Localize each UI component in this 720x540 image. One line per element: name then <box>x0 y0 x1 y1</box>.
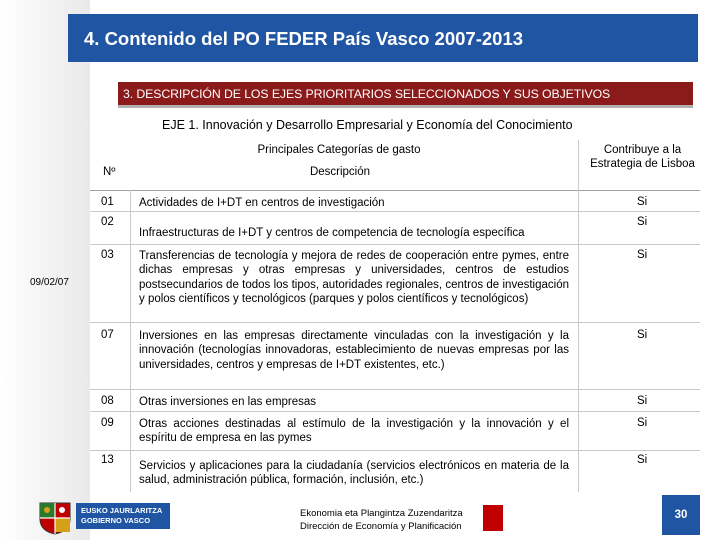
header-description: Descripción <box>309 166 371 178</box>
row-number: 02 <box>101 216 114 228</box>
coat-of-arms-icon <box>36 497 74 535</box>
row-description: Otras inversiones en las empresas <box>139 396 317 408</box>
row-description: Servicios y aplicaciones para la ciudadanía (servicios electrónicos en materia de la salud, administración pública, formación, inclusión, etc.) <box>139 460 569 487</box>
row-lisboa: Si <box>637 454 648 466</box>
row-lisboa: Si <box>637 196 648 208</box>
row-number: 01 <box>101 196 114 208</box>
header-divider <box>578 140 579 190</box>
header-categories: Principales Categorías de gasto <box>257 144 421 156</box>
row-number: 07 <box>101 329 114 341</box>
section-bar <box>118 82 693 108</box>
row-lisboa: Si <box>637 249 648 261</box>
footer-red-strip <box>483 505 503 531</box>
gobierno-vasco-logo <box>36 497 174 535</box>
row-lisboa: Si <box>637 417 648 429</box>
row-rule <box>90 389 700 390</box>
row-description: Infraestructuras de I+DT y centros de competencia de tecnología específica <box>139 227 525 239</box>
title-bar <box>68 14 698 62</box>
footer-line2: Dirección de Economía y Planificación <box>300 521 462 532</box>
logo-line1: EUSKO JAURLARITZA <box>81 506 163 515</box>
header-number: Nº <box>103 166 116 178</box>
page-number: 30 <box>674 509 688 521</box>
left-gradient-panel <box>0 0 90 540</box>
header-rule <box>90 190 700 191</box>
col-divider-num <box>130 190 131 492</box>
row-rule <box>90 411 700 412</box>
row-description: Otras acciones destinadas al estímulo de la investigación y la innovación y el espíritu de empresa en las pymes <box>139 418 569 445</box>
row-number: 09 <box>101 417 114 429</box>
header-lisboa: Contribuye a la Estrategia de Lisboa <box>590 144 695 170</box>
row-rule <box>90 450 700 451</box>
row-number: 13 <box>101 454 114 466</box>
row-lisboa: Si <box>637 329 648 341</box>
row-number: 08 <box>101 395 114 407</box>
footer-line1: Ekonomia eta Plangintza Zuzendaritza <box>300 508 463 519</box>
footer-department <box>300 507 463 533</box>
logo-line2: GOBIERNO VASCO <box>81 516 151 525</box>
col-divider-lisboa <box>578 190 579 492</box>
row-number: 03 <box>101 249 114 261</box>
row-description: Inversiones en las empresas directamente vinculadas con la investigación y la innovación (tecnologías innovadoras, establecimiento de nuevas empresas por las universidades, centros y empresas de I+DT existentes, etc.) <box>139 330 569 371</box>
page-number-badge <box>662 495 700 535</box>
row-description: Actividades de I+DT en centros de investigación <box>139 197 385 209</box>
logo-wordmark <box>76 503 170 529</box>
slide-date: 09/02/07 <box>30 277 69 288</box>
row-rule <box>90 322 700 323</box>
row-rule <box>90 211 700 212</box>
row-rule <box>90 244 700 245</box>
axis-title: EJE 1. Innovación y Desarrollo Empresarial y Economía del Conocimiento <box>162 118 573 132</box>
row-lisboa: Si <box>637 395 648 407</box>
row-lisboa: Si <box>637 216 648 228</box>
section-title: 3. DESCRIPCIÓN DE LOS EJES PRIORITARIOS SELECCIONADOS Y SUS OBJETIVOS <box>123 87 611 101</box>
page-title: 4. Contenido del PO FEDER País Vasco 2007-2013 <box>84 28 524 49</box>
row-description: Transferencias de tecnología y mejora de redes de cooperación entre pymes, entre dichas empresas y otras empresas y universidades, centros de estudios postsecundarios de todos los tipos, autoridades regionales, centros de investigación y polos científicos y tecnológicos (parques y polos científicos y tecnológicos) <box>139 250 569 305</box>
